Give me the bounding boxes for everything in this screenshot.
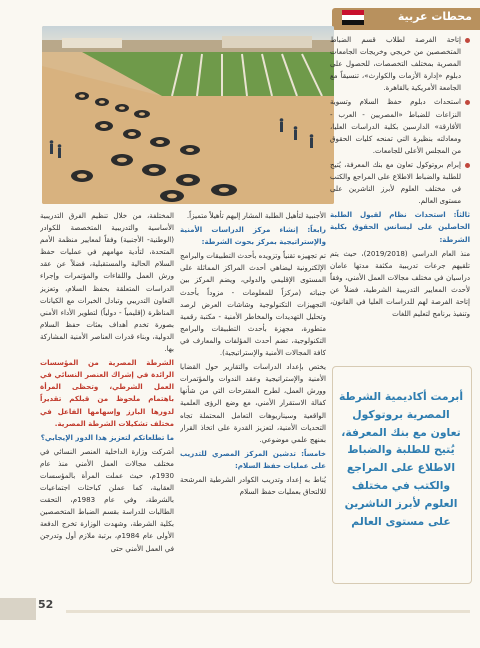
text-column-right [330,34,470,364]
body-paragraph: منذ العام الدراسي (2019/2018)، حيث يتم تلقيهم جرعات تدريبية مكثفة مدتها عامان دراسيان في مختلف مجالات العمل الأمني، وفقاً لأحدث المعايير التدريبية الشرطية، فضلاً عن إتاحة الفرصة لهم للدراسات العليا في القانون، وتنفيذ برنامج لتعليم اللغات [330,248,470,319]
section-heading: رابعاً: إنشاء مركز الدراسات الأمنية والإستراتيجية بمركز بحوث الشرطة: [180,225,326,247]
pull-quote-text: أبرمت أكاديمية الشرطة المصرية بروتوكول تعاون مع بنك المعرفة، يُتيح للطلبة والضباط الاطلاع على المراجع والكتب في مختلف العلوم لأبرز الناشرين على مستوى العالم [338,390,464,528]
section-title: محطات عربية [397,10,472,23]
section-heading: خامساً: تدشين المركز المصري للتدريب على عمليات حفظ السلام: [180,448,326,470]
body-paragraph: يُناط به إعداد وتدريب الكوادر الشرطية المرشحة للالتحاق بعمليات حفظ السلام [180,474,326,497]
body-paragraph: المختلفة، من خلال تنظيم الفرق التدريبية الأساسية والتدريبية المتخصصة للكوادر (الوطنية- الأجنبية) وفقاً لمعايير منظمة الأمم المتحدة، لتأدية مهامهم في عمليات حفظ السلام الحالية والمستقبلية، فضلاً عن عقد ورش العمل واللقاءات والمؤتمرات وإجراء الدراسات المتعلقة بحفظ السلام، وتعزيز التعاون التدريبي وتبادل الخبرات مع الكيانات المناظرة (إقليمياً - دولياً) لتطوير الأداء الأمني بصورة تخدم أهداف بعثات حفظ السلام الدولية، وبناء قدرات العناصر الأمنية المشاركة بها. [40,211,174,354]
bullet-item: استحداث دبلوم حفظ السلام وتسوية النزاعات للضباط «المصريين - العرب - الأفارقة» الدارسين بكلية الدراسات العليا، ومعادلته بنظيرة التي تمنحه كليات الحقوق من المجلس الأعلى للجامعات. [330,96,470,156]
body-paragraph: يختص بإعداد الدراسات والتقارير حول القضايا الأمنية والإستراتيجية وعقد الندوات والمؤتمرات وورش العمل، لطرح المقترحات التي من شأنها كفالة الاستقرار الأمني، مع وضع الرؤى العلمية الواقعية وسيناريوهات التعامل المحتملة تجاه التحديات الأمنية، لتعزيز القدرة على اتخاذ القرار بمنهج علمي موضوعي. [180,362,326,444]
page-number: 52 [38,598,54,611]
section-heading: ثالثاً: استحداث نظام لقبول الطلبة الحاصلين على ليسانس الحقوق بكلية الشرطة: [330,210,470,244]
interview-question-sub: ما تطلعاتكم لتعزيز هذا الدور الإيجابي؟ [40,432,174,442]
body-paragraph: تم تجهيزه تقنياً وتزويده بأحدث التطبيقات والبرامج الإلكترونية ليضاهي أحدث المراكز المماثلة على المستوى الإقليمي والدولي، ويضم المركز بين جنباته (مركزاً للمعلومات - مزوداً بأحدث التجهيزات التكنولوجية وشاشات العرض لرصد وتحليل التهديدات والمخاطر الأمنية - مكتبة رقمية متطورة، مجهزة بأحدث التطبيقات والبرامج التكنولوجية، تضم أحدث المؤلفات والمعارف في كافة المجالات الأمنية والإستراتيجية). [180,251,326,358]
egypt-flag-icon [342,10,364,25]
bullet-item: إبرام بروتوكول تعاون مع بنك المعرفة، يُتيح للطلبة والضباط الاطلاع على المراجع والكتب في مختلف العلوم لأبرز الناشرين على مستوى العالم. [330,159,470,207]
text-column-middle [180,210,326,620]
footer-rule [66,610,470,613]
text-column-left [40,210,174,620]
body-paragraph: الأجنبية لتأهيل الطلبة المشار إليهم تأهيلاً متميزاً. [186,211,326,220]
bullet-item: إتاحة الفرصة لطلاب قسم الضباط المتخصصين من خريجي وخريجات الجامعات المصرية بمختلف التخصصات، للحصول على دبلوم «إدارة الأزمات والكوارث»، تنسيقاً مع الجامعة الأمريكية بالقاهرة. [330,34,470,94]
body-paragraph: أشركت وزارة الداخلية العنصر النسائي في مختلف مجالات العمل الأمني منذ عام 1930م، حيث عملت المرأة بالمؤسسات العقابية، كما عملن كباحثات اجتماعيات بالشرطة، وفي عام 1983م، التحقت الطالبات للدراسة بقسم الضباط المتخصصين بكلية الشرطة، وشهدت الوزارة تخرج الدفعة الأولى عام 1984م، برتبة ملازم أول وتدرجن في العمل الأمني حتى [40,446,174,553]
training-grounds-photo [42,26,334,204]
interview-question: الشرطة المصرية من المؤسسات الرائدة في إشراك العنصر النسائي في العمل الشرطي، وتحظى المرأة باهتمام ملحوظ من قبلكم تقديراً لدورها البارز وإسهامها الفاعل في مختلف تشكيلات الشرطة المصرية. [40,358,174,428]
page-number-tab [0,598,36,620]
